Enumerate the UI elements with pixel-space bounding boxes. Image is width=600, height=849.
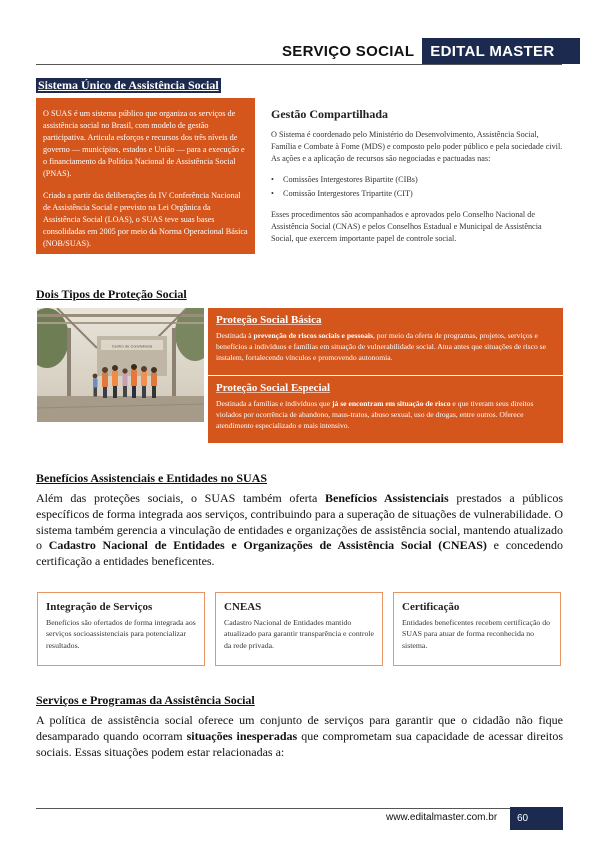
protecao-especial-title: Proteção Social Especial bbox=[216, 382, 331, 394]
gestao-list bbox=[271, 173, 418, 201]
footer-divider bbox=[36, 808, 510, 809]
protecao-especial-text-pre: Destinada a famílias e indivíduos que bbox=[216, 399, 332, 408]
card-text: Entidades beneficentes recebem certificação do SUAS para atuar de forma reconhecida no sistema. bbox=[402, 618, 551, 650]
gestao-list-item: • Comissão Intergestores Tripartite (CIT) bbox=[271, 187, 418, 200]
section-title-servicos: Serviços e Programas da Assistência Social bbox=[36, 693, 255, 707]
protecao-especial-text bbox=[216, 398, 555, 432]
servicos-bold-1: situações inesperadas bbox=[186, 728, 298, 743]
card-text: Cadastro Nacional de Entidades mantido atualizado para garantir transparência e controle da rede privada. bbox=[224, 618, 375, 650]
protecao-basica-title: Proteção Social Básica bbox=[216, 314, 322, 326]
gestao-list-item: • Comissões Intergestores Bipartite (CIBs) bbox=[271, 173, 418, 186]
card-title: Integração de Serviços bbox=[46, 601, 153, 613]
header-subject: SERVIÇO SOCIAL bbox=[282, 42, 415, 60]
suas-info-box bbox=[36, 98, 255, 254]
protecao-basica-text-pre: Destinada à bbox=[216, 331, 254, 340]
card-title: Certificação bbox=[402, 601, 460, 613]
card-title: CNEAS bbox=[224, 601, 262, 613]
header-brand: EDITAL MASTER bbox=[422, 38, 580, 64]
servicos-paragraph bbox=[36, 713, 563, 760]
protecao-basica-text bbox=[216, 330, 555, 364]
protecao-basica-box bbox=[208, 308, 563, 375]
beneficios-text-2: prestados a públicos específicos de forma integrada aos serviços, contribuindo para a superação de situações de vulnerabilidade. O sistema também gerencia a vinculação de entidades e organizações de assistência social, mantendo atualizado o bbox=[36, 491, 564, 553]
beneficios-text-1: Além das proteções sociais, o SUAS também oferta bbox=[36, 491, 325, 505]
protecao-especial-box bbox=[208, 376, 563, 443]
beneficios-bold-1: Benefícios Assistenciais bbox=[325, 491, 449, 505]
footer-url: www.editalmaster.com.br bbox=[386, 812, 498, 823]
page-header bbox=[282, 38, 580, 64]
protecao-basica-text-bold: prevenção de riscos sociais e pessoais bbox=[253, 331, 373, 340]
servicos-text-2: que comprometam sua capacidade de acessar direitos sociais. Essas situações podem estar relacionadas a: bbox=[36, 728, 563, 759]
suas-paragraph-2: Criado a partir das deliberações da IV Conferência Nacional de Assistência Social e previsto na Lei Orgânica da Assistência Social (LOAS), o SUAS teve suas bases consolidadas em 2005 por meio da Norma Operacional Básica (NOB/SUAS). bbox=[43, 190, 248, 248]
section-title-suas: Sistema Único de Assistência Social bbox=[38, 78, 219, 92]
card-cneas bbox=[215, 592, 383, 666]
servicos-text-1: A política de assistência social oferece um conjunto de serviços para garantir que o cidadão não fique desamparado quando ocorram bbox=[36, 713, 563, 743]
header-divider bbox=[36, 64, 562, 65]
beneficios-text-3: e concedendo certificação a entidades beneficentes. bbox=[36, 538, 563, 569]
card-text: Benefícios são ofertados de forma integrada aos serviços socioassistenciais para potencializar resultados. bbox=[46, 618, 196, 650]
protecao-especial-text-bold: já se encontram em situação de risco bbox=[332, 399, 451, 408]
photo-sign-text: Centro de Convivência bbox=[111, 343, 153, 349]
gestao-paragraph-1: O Sistema é coordenado pelo Ministério do Desenvolvimento, Assistência Social, Família e Combate à Fome (MDS) e composto pelo poder público e pela sociedade civil. As ações e a aplicação de recursos são negociadas e pactuadas nas: bbox=[271, 130, 563, 164]
card-certificacao bbox=[393, 592, 561, 666]
card-integracao bbox=[37, 592, 205, 666]
community-center-photo bbox=[37, 308, 204, 422]
photo-illustration bbox=[37, 308, 204, 422]
page-number: 60 bbox=[510, 807, 563, 830]
protecao-basica-text-post: , por meio da oferta de programas, projetos, serviços e benefícios a indivíduos e famílias em situação de vulnerabilidade social. Atua antes que situações de risco se instalem, fortalecendo vínculos e promovendo autonomia. bbox=[216, 331, 547, 363]
gestao-paragraph-2: Esses procedimentos são acompanhados e aprovados pelo Conselho Nacional de Assistência Social (CNAS) e pelos Conselhos Estadual e Municipal de Assistência Social, que exercem importante papel de controle social. bbox=[271, 210, 542, 244]
gestao-title: Gestão Compartilhada bbox=[271, 107, 388, 121]
suas-paragraph-1: O SUAS é um sistema público que organiza os serviços de assistência social no Brasil, com modelo de gestão participativa. Articula esforços e recursos dos três níveis de governo — municípios, estados e União — para a execução e o financiamento da Política Nacional de Assistência Social (PNAS). bbox=[43, 109, 245, 179]
beneficios-paragraph bbox=[36, 491, 563, 570]
beneficios-bold-2: Cadastro Nacional de Entidades e Organizações de Assistência Social (CNEAS) bbox=[48, 538, 487, 553]
section-title-beneficios: Benefícios Assistenciais e Entidades no SUAS bbox=[36, 471, 268, 485]
protecao-especial-text-post: e que tiveram seus direitos violados por ocorrência de abandono, maus-tratos, abuso sexual, uso de drogas, entre outros. Oferece atendimento especializado e mais intensivo. bbox=[216, 399, 534, 431]
section-title-protecao: Dois Tipos de Proteção Social bbox=[36, 287, 187, 301]
